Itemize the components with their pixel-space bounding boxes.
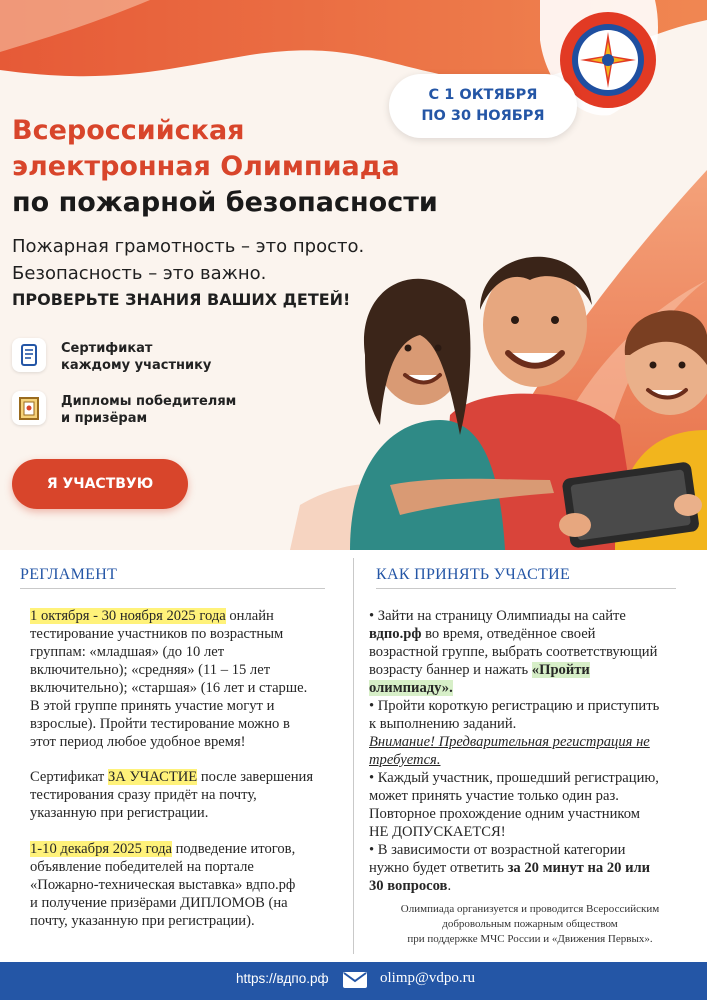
step-3-line: может принять участие только один раз. — [369, 788, 619, 804]
step-3-line: • Каждый участник, прошедший регистрацию, — [369, 770, 659, 786]
certificate-icon — [12, 338, 46, 372]
organizer-note — [360, 902, 700, 947]
reglament-p2-post: после завершения — [197, 769, 314, 785]
reglament-p1-line: тестирование участников по возрастным — [30, 626, 284, 642]
column-divider — [353, 558, 354, 954]
results-dates-highlight: 1-10 декабря 2025 года — [30, 841, 172, 857]
reglament-p3-line: объявление победителей на портале — [30, 859, 254, 875]
reglament-p1-line: этот период любое удобное время! — [30, 734, 246, 750]
date-range-start: С 1 ОКТЯБРЯ — [428, 87, 538, 103]
site-name: вдпо.рф — [369, 626, 422, 642]
question-count: 30 вопросов — [369, 878, 448, 894]
step-2-line: • Пройти короткую регистрацию и приступить — [369, 698, 660, 714]
website-link[interactable]: https://вдпо.рф — [236, 971, 329, 986]
title-line-1: Всероссийская — [12, 115, 245, 146]
reglament-heading-underline — [20, 588, 325, 589]
step-1-line3: возрастной группе, выбрать соответствующий — [369, 644, 658, 660]
reglament-heading: РЕГЛАМЕНТ — [20, 566, 118, 583]
reglament-p1-line1: онлайн — [225, 608, 274, 624]
tagline-call-to-action: ПРОВЕРЬТЕ ЗНАНИЯ ВАШИХ ДЕТЕЙ! — [12, 290, 351, 309]
participate-column — [376, 566, 686, 589]
reglament-p1-line: взрослые). Пройти тестирование можно в — [30, 716, 290, 732]
diploma-icon — [12, 391, 46, 425]
step-3-line: Повторное прохождение одним участником — [369, 806, 640, 822]
reglament-paragraph-1 — [30, 607, 350, 751]
title-line-2: электронная Олимпиада — [12, 151, 400, 182]
title-line-3: по пожарной безопасности — [12, 187, 438, 218]
participate-instructions — [369, 607, 699, 895]
feature-certificate-line1: Сертификат — [61, 341, 153, 356]
footer-bar — [0, 962, 707, 1000]
tagline-2: Безопасность – это важно. — [12, 263, 267, 284]
tagline-1: Пожарная грамотность – это просто. — [12, 236, 365, 257]
feature-diploma-text — [61, 393, 236, 427]
reglament-p2-line: тестирования сразу придёт на почту, — [30, 787, 257, 803]
reglament-dates-highlight: 1 октября - 30 ноября 2025 года — [30, 608, 226, 624]
reglament-p1-line: группам: «младшая» (до 10 лет — [30, 644, 225, 660]
registration-note-2: требуется. — [369, 752, 441, 768]
time-limit: за 20 минут на 20 или — [507, 860, 651, 876]
start-olympiad-highlight-2: олимпиаду». — [369, 680, 453, 696]
family-with-tablet-illustration — [330, 225, 707, 550]
feature-certificate-line2: каждому участнику — [61, 358, 212, 373]
reglament-p2-line: указанную при регистрации. — [30, 805, 209, 821]
reglament-p3-line: и получение призёрами ДИПЛОМОВ (на — [30, 895, 288, 911]
step-1-line2: во время, отведённое своей — [421, 626, 596, 642]
reglament-column — [20, 566, 340, 589]
date-range-end: ПО 30 НОЯБРЯ — [421, 108, 545, 124]
reglament-p3-line: «Пожарно-техническая выставка» вдпо.рф — [30, 877, 296, 893]
reglament-p1-line: включительно); «старшая» (16 лет и старше. — [30, 680, 308, 696]
step-1-line4: возрасту баннер и нажать — [369, 662, 532, 678]
step-4-end: . — [447, 878, 452, 894]
feature-certificate-text — [61, 340, 211, 374]
feature-diploma-line2: и призёрам — [61, 411, 148, 426]
participate-button[interactable]: Я УЧАСТВУЮ — [12, 459, 188, 509]
registration-note: Внимание! Предварительная регистрация не — [369, 734, 650, 750]
organizer-line: при поддержке МЧС России и «Движения Первых». — [407, 933, 653, 945]
reglament-paragraph-2 — [30, 768, 350, 822]
email-link[interactable]: olimp@vdpo.ru — [380, 970, 476, 986]
reglament-p1-line: В этой группе принять участие могут и — [30, 698, 275, 714]
feature-diploma-line1: Дипломы победителям — [61, 394, 237, 409]
participate-heading: КАК ПРИНЯТЬ УЧАСТИЕ — [376, 566, 571, 583]
reglament-p2-pre: Сертификат — [30, 769, 108, 785]
step-4-line2: нужно будет ответить — [369, 860, 508, 876]
reglament-p1-line: включительно); «средняя» (11 – 15 лет — [30, 662, 271, 678]
reglament-p3-line: почту, указанную при регистрации). — [30, 913, 255, 929]
participation-highlight: ЗА УЧАСТИЕ — [107, 769, 198, 785]
organizer-line: добровольным пожарным обществом — [442, 918, 618, 930]
reglament-p3-line1: подведение итогов, — [171, 841, 296, 857]
step-3-line: НЕ ДОПУСКАЕТСЯ! — [369, 824, 506, 840]
organizer-line: Олимпиада организуется и проводится Всероссийским — [400, 903, 660, 915]
date-range-badge — [389, 74, 577, 138]
reglament-paragraph-3 — [30, 840, 350, 930]
step-2-line2: к выполнению заданий. — [369, 716, 517, 732]
start-olympiad-highlight: «Пройти — [531, 662, 590, 678]
envelope-icon — [342, 970, 368, 990]
step-4-line: • В зависимости от возрастной категории — [369, 842, 626, 858]
step-1-line: • Зайти на страницу Олимпиады на сайте — [369, 608, 626, 624]
participate-heading-underline — [376, 588, 676, 589]
